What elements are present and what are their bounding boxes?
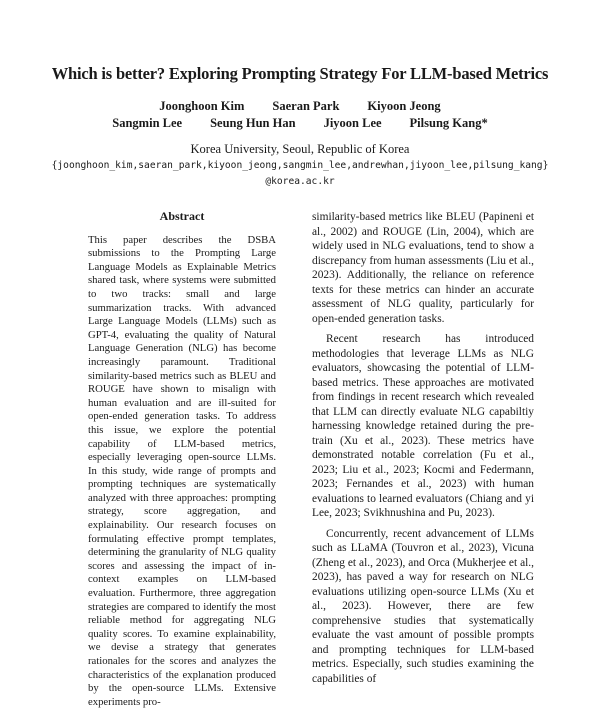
author-name: Seung Hun Han bbox=[210, 116, 296, 130]
body-paragraph: Concurrently, recent advancement of LLMs such as LLaMA (Touvron et al., 2023), Vicuna (Zheng et al., 2023), and Orca (Mukherjee et al., 2023), has paved a way for research on NLG evaluations utilizing open-source LLMs (Xu et al., 2023). However, there are few comprehensive studies that systematically evaluate the vast amount of possible prompts and prompting techniques for LLM-based metrics. Especially, such studies examining the capabilities of bbox=[312, 527, 534, 685]
author-name: Saeran Park bbox=[272, 99, 340, 113]
author-name: Pilsung Kang* bbox=[409, 116, 488, 130]
author-name: Joonghoon Kim bbox=[159, 99, 245, 113]
author-row-2 bbox=[0, 115, 600, 132]
author-emails bbox=[0, 158, 600, 190]
abstract-text: This paper describes the DSBA submissions to the Prompting Large Language Models as Explainable Metrics shared task, where systems were submitted to two tracks: small and large summarization tracks. With advanced Large Language Models (LLMs) such as GPT-4, evaluating the quality of Natural Language Generation (NLG) has become increasingly paramount. Traditional similarity-based metrics such as BLEU and ROUGE have shown to misalign with human evaluation and are ill-suited for open-ended generation tasks. To address this issue, we explore the potential capability of LLM-based metrics, especially leveraging open-source LLMs. In this study, wide range of prompts and prompting techniques are systematically analyzed with three approaches: prompting strategy, score aggregation, and explainability. Our research focuses on formulating effective prompt templates, determining the granularity of NLG quality scores and assessing the impact of in-context examples on LLM-based evaluation. Furthermore, three aggregation strategies are compared to identify the most reliable method for aggregating NLG quality scores. To examine explainability, we devise a strategy that generates rationales for the scores and analyzes the characteristics of the explanation produced by the open-source LLMs. Extensive experiments pro- bbox=[88, 233, 276, 708]
body-column bbox=[312, 210, 534, 686]
author-name: Sangmin Lee bbox=[112, 116, 183, 130]
body-paragraph: similarity-based metrics like BLEU (Papineni et al., 2002) and ROUGE (Lin, 2004), which are widely used in NLG evaluations, tend to show a discrepancy from human assessments (Liu et al., 2023). Additionally, the reliance on reference texts for these metrics can hinder an accurate assessment of NLG quality, particularly for open-ended generation tasks. bbox=[312, 211, 534, 325]
email-line-2: @korea.ac.kr bbox=[265, 176, 335, 187]
email-line-1: {joonghoon_kim,saeran_park,kiyoon_jeong,sangmin_lee,andrewhan,jiyoon_lee,pilsung_kang} bbox=[51, 160, 549, 171]
affiliation: Korea University, Seoul, Republic of Korea bbox=[190, 142, 410, 156]
author-name: Kiyoon Jeong bbox=[367, 99, 441, 113]
abstract-column bbox=[88, 210, 276, 709]
abstract-heading: Abstract bbox=[159, 209, 205, 223]
author-row-1 bbox=[0, 98, 600, 115]
paper-title: Which is better? Exploring Prompting Strategy For LLM-based Metrics bbox=[51, 64, 549, 83]
author-list bbox=[0, 98, 600, 132]
author-name: Jiyoon Lee bbox=[323, 116, 382, 130]
body-paragraph: Recent research has introduced methodologies that leverage LLMs as NLG evaluators, showcasing the potential of LLM-based metrics. These approaches are motivated from findings in recent research which revealed that LLM can directly evaluate NLG capabiltiy harnessing knowledge retained during the pre-train (Xu et al., 2023). These metrics have demonstrated notable correlation (Fu et al., 2023; Liu et al., 2023; Kocmi and Federmann, 2023; Fernandes et al., 2023) with human evaluations to learned evaluators (Chiang and yi Lee, 2023; Svikhnushina and Pu, 2023). bbox=[312, 333, 534, 519]
